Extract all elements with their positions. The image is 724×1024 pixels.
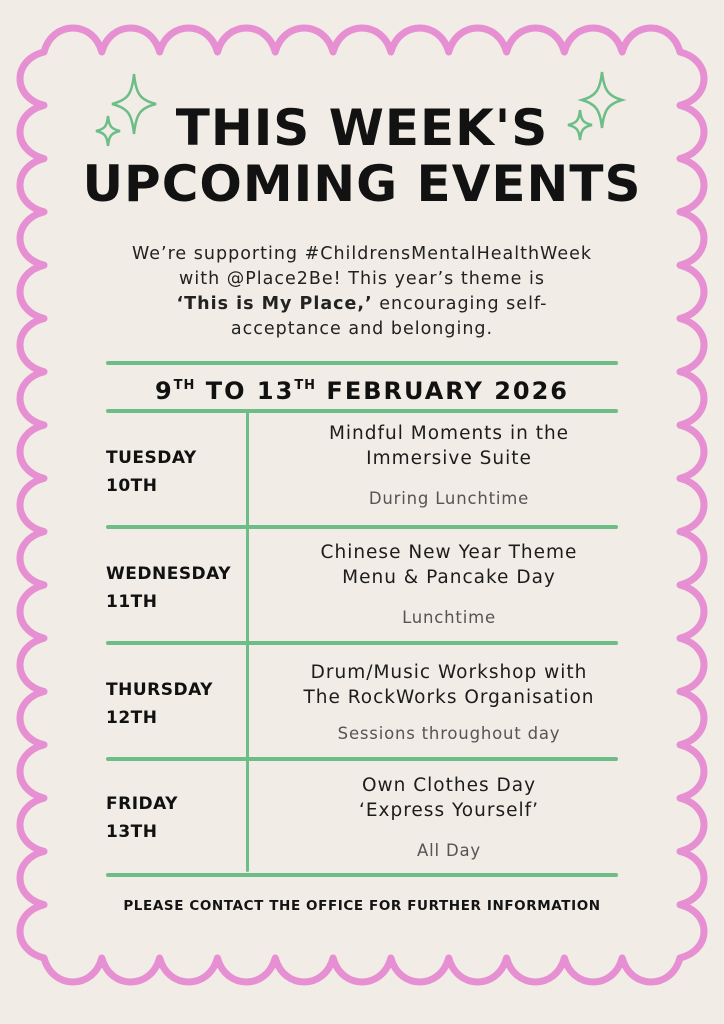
event-title-line: Immersive Suite [366,448,532,469]
footer-note: PLEASE CONTACT THE OFFICE FOR FURTHER INFORMATION [123,898,601,914]
event-details [250,540,648,627]
title-line-1: THIS WEEK'S [175,99,549,157]
event-time: All Day [417,841,481,860]
page-title [0,100,724,212]
intro-line: acceptance and belonging. [230,319,494,339]
event-title-line: Chinese New Year Theme [320,542,578,563]
event-details [250,773,648,860]
event-title-line: ‘Express Yourself’ [358,800,540,821]
theme-name: ‘This is My Place,’ [176,294,373,314]
event-title-line: Drum/Music Workshop with [310,662,588,683]
event-title [250,660,648,710]
intro-line: We’re supporting #ChildrensMentalHealthWeek [132,244,592,264]
event-time: Lunchtime [402,608,496,627]
event-details [250,660,648,743]
event-details [250,421,648,508]
event-title [250,540,648,590]
event-title [250,421,648,471]
title-line-2: UPCOMING EVENTS [82,155,642,213]
event-row-friday [106,760,618,874]
event-day [106,444,244,500]
event-day [106,676,244,732]
event-title-line: The RockWorks Organisation [303,687,595,708]
day-name: THURSDAY [106,680,213,700]
day-date: 11TH [106,592,158,612]
date-range-heading [106,366,618,406]
event-day [106,560,244,616]
event-title-line: Own Clothes Day [361,775,537,796]
event-row-wednesday [106,528,618,643]
event-row-thursday [106,644,618,758]
date-top-rule [106,361,618,365]
day-date: 12TH [106,708,158,728]
month-year: FEBRUARY 2026 [316,377,570,405]
event-row-tuesday [106,410,618,528]
table-bottom-rule [106,873,618,877]
event-time: Sessions throughout day [337,724,561,743]
day-date: 10TH [106,476,158,496]
border-scallop-edge [44,958,680,982]
event-title-line: Menu & Pancake Day [342,567,556,588]
end-day: 13 [256,377,295,405]
event-title [250,773,648,823]
start-suffix: TH [173,378,196,393]
date-connector: TO [195,377,257,405]
event-title-line: Mindful Moments in the [328,423,570,444]
end-suffix: TH [294,378,317,393]
day-name: TUESDAY [106,448,197,468]
start-day: 9 [154,377,174,405]
intro-text [80,242,644,342]
intro-line: with @Place2Be! This year’s theme is [179,269,545,289]
day-name: WEDNESDAY [106,564,232,584]
event-day [106,790,244,846]
event-time: During Lunchtime [368,489,530,508]
intro-line [80,292,644,317]
border-scallop-edge [44,28,680,52]
day-name: FRIDAY [106,794,178,814]
intro-line-part: encouraging self- [372,294,548,314]
day-date: 13TH [106,822,158,842]
